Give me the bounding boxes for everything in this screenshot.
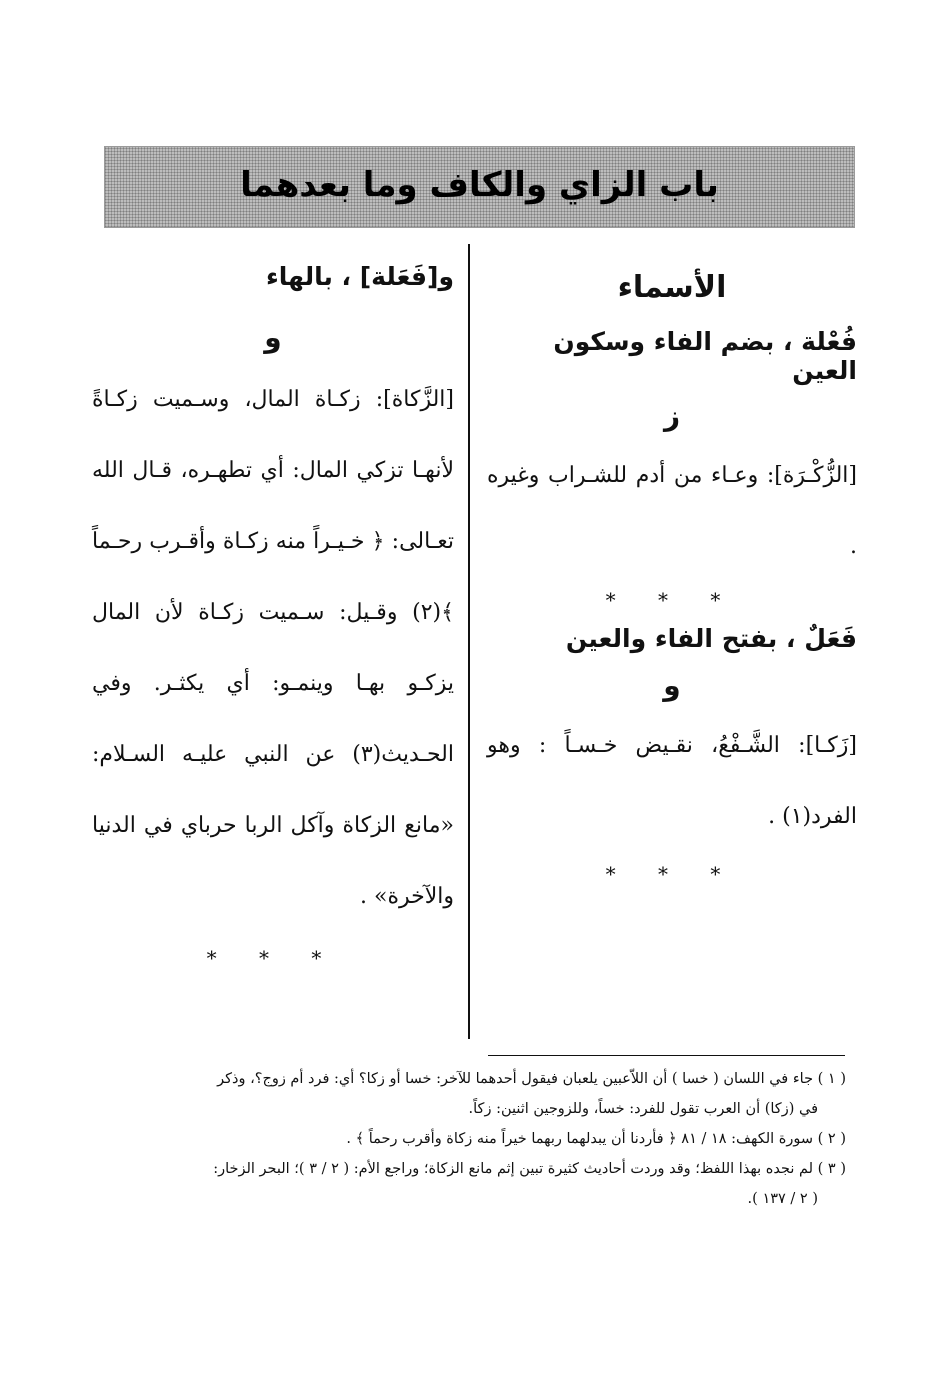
entry-zukra: [الزُّكْـرَة]: وعـاء من أدم للشـراب وغيره . bbox=[487, 463, 857, 559]
left-column bbox=[92, 262, 454, 970]
section-title-fula: فُعْلة ، بضم الفاء وسكون العين bbox=[553, 327, 857, 385]
chapter-title: باب الزاي والكاف وما بعدهما bbox=[240, 165, 719, 205]
footnotes bbox=[86, 1064, 846, 1214]
separator-stars: * * * bbox=[605, 862, 739, 886]
footnote-3: ( ٣ ) لم نجده بهذا اللفظ؛ وقد وردت أحاديث كثيرة تبين إثم مانع الزكاة؛ وراجع الأم: ( ٢ / ٣ )؛ البحر الزخار: bbox=[213, 1161, 846, 1177]
footnote-1-continued: في (زكا) أن العرب تقول للفرد: خساً، وللزوجين اثنين: زكاً. bbox=[468, 1101, 818, 1117]
right-column bbox=[487, 270, 857, 886]
entry-zaka: [زَكـا]: الشَّـفْعُ، نقـيض خـسـاً : وهو الفرد(١) . bbox=[487, 733, 857, 829]
chapter-banner bbox=[104, 146, 855, 228]
section-title-faal: فَعَلٌ ، بفتح الفاء والعين bbox=[565, 624, 857, 653]
footnote-2: ( ٢ ) سورة الكهف: ١٨ / ٨١ ﴿ فأردنا أن يبدلهما ربهما خيراً منه زكاة وأقرب رحماً ﴾ . bbox=[346, 1131, 846, 1147]
section-letter-waw: و bbox=[663, 669, 681, 702]
section-letter-waw: و bbox=[264, 321, 282, 354]
separator-stars: * * * bbox=[605, 588, 739, 612]
nouns-heading: الأسماء bbox=[617, 270, 727, 305]
footnote-rule bbox=[488, 1055, 845, 1056]
separator-stars: * * * bbox=[206, 946, 340, 970]
section-title-faala: و[فَعَلة] ، بالهاء bbox=[266, 262, 454, 291]
column-divider bbox=[468, 244, 470, 1039]
section-letter-zay: ز bbox=[663, 399, 681, 432]
footnote-1: ( ١ ) جاء في اللسان ( خسا ) أن اللاّعبين يلعبان فيقول أحدهما للآخر: خسا أو زكا؟ أي: فرد أم زوج؟، وذكر bbox=[217, 1071, 846, 1087]
footnote-3-continued: ( ٢ / ١٣٧ ). bbox=[747, 1191, 818, 1207]
entry-zakat: [الزَّكاة]: زكـاة المال، وسـميت زكـاةً لأنهـا تزكي المال: أي تطهـره، قـال الله تعـالى: ﴿ خـيـراً منه زكـاة وأقـرب رحـماً ﴾(٢) وقـيل: سـميت زكـاة لأن المال يزكـو بهـا وينمـو: أي يكثـر. وفي الحـديث(٣) عن النبي عليـه السـلام: «مانع الزكاة وآكل الربا حرباي في الدنيا والآخرة» . bbox=[92, 387, 454, 909]
